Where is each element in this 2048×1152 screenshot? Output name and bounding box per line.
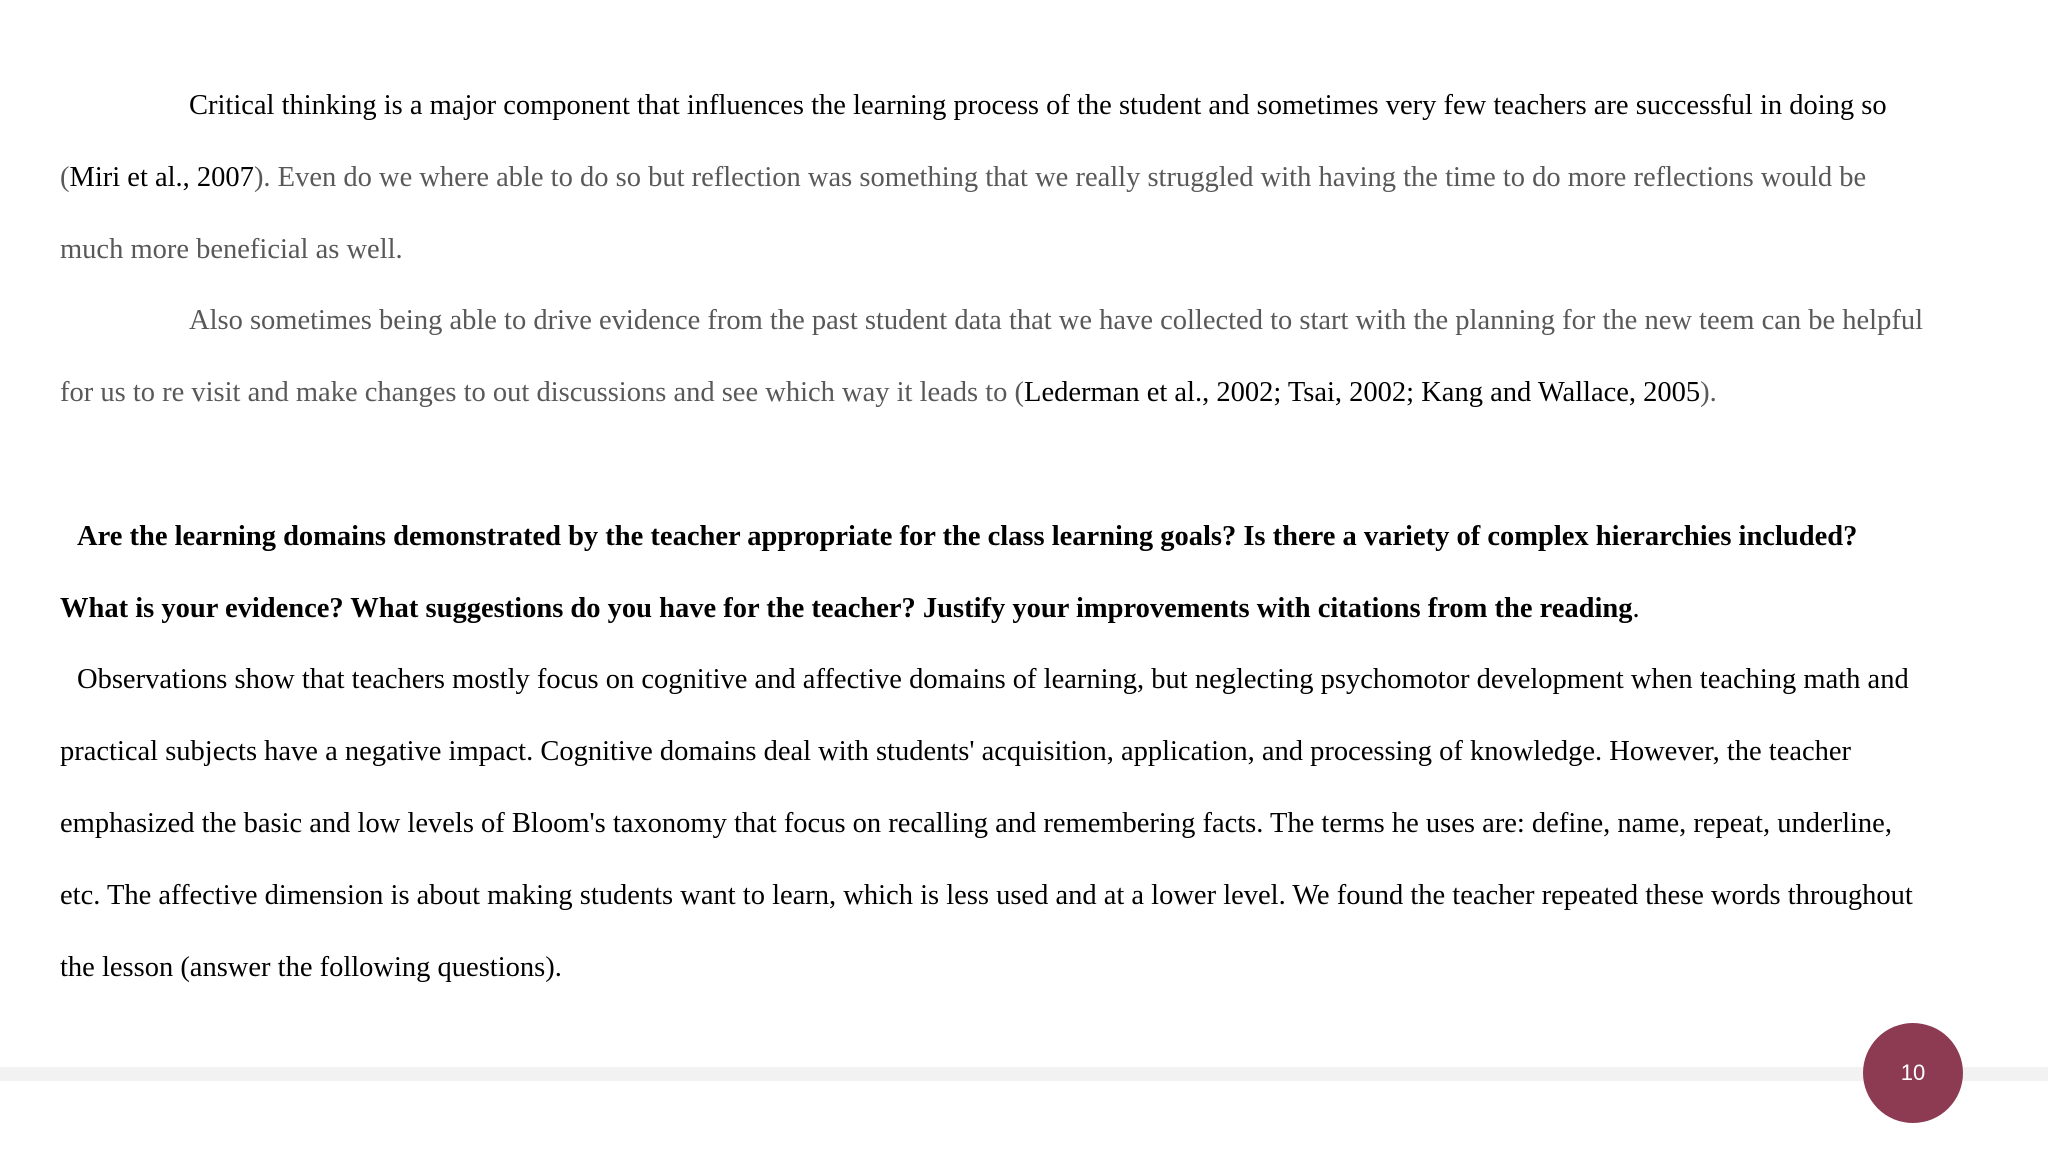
citation: Miri et al., 2007 (69, 161, 254, 193)
paragraph-1-line-1 (60, 70, 2015, 142)
answer-line-1: Observations show that teachers mostly focus on cognitive and affective domains of learning, but neglecting psychomotor development when teaching math and (77, 664, 1909, 696)
paragraph-1-line-2 (60, 142, 2015, 214)
answer-line-2: practical subjects have a negative impact. Cognitive domains deal with students' acquisition, application, and processing of knowledge. However, the teacher (60, 736, 1852, 768)
citation: Lederman et al., 2002; Tsai, 2002; Kang and Wallace, 2005 (1024, 377, 1701, 409)
page-number-badge: 10 (1863, 1023, 1963, 1123)
text-run: ( (60, 161, 70, 193)
answer-line-3: emphasized the basic and low levels of Bloom's taxonomy that focus on recalling and remembering facts. The terms he uses are: define, name, repeat, underline, (60, 807, 1892, 839)
text-run: for us to re visit and make changes to out discussions and see which way it leads to ( (60, 377, 1025, 409)
paragraph-2-line-2 (60, 357, 2015, 429)
paragraph-2-line-1: Also sometimes being able to drive evidence from the past student data that we have collected to start with the planning for the new teem can be helpful (189, 305, 1923, 337)
answer-line-4: etc. The affective dimension is about making students want to learn, which is less used and at a lower level. We found the teacher repeated these words throughout (60, 879, 1913, 911)
question-line-1: Are the learning domains demonstrated by the teacher appropriate for the class learning goals? Is there a variety of complex hierarchies included? (77, 520, 1858, 552)
footer-band (0, 1067, 2048, 1081)
text-run: Critical thinking is a major component that influences the learning process of the student and sometimes very few teachers are successful in doing so (189, 90, 1887, 121)
text-run: ). Even do we where able to do so but reflection was something that we really struggled with having the time to do more reflections would be (253, 161, 1867, 193)
text-run: . (1632, 592, 1640, 624)
question-line-2 (60, 573, 2015, 645)
paragraph-1-line-3: much more beneficial as well. (60, 233, 403, 265)
text-run: ). (1700, 377, 1717, 409)
answer-line-5: the lesson (answer the following questions). (60, 951, 562, 983)
paragraph-spacer (60, 429, 2015, 501)
question-text: What is your evidence? What suggestions do you have for the teacher? Justify your improvements with citations from the reading (60, 592, 1633, 624)
body-text (60, 70, 2015, 1003)
